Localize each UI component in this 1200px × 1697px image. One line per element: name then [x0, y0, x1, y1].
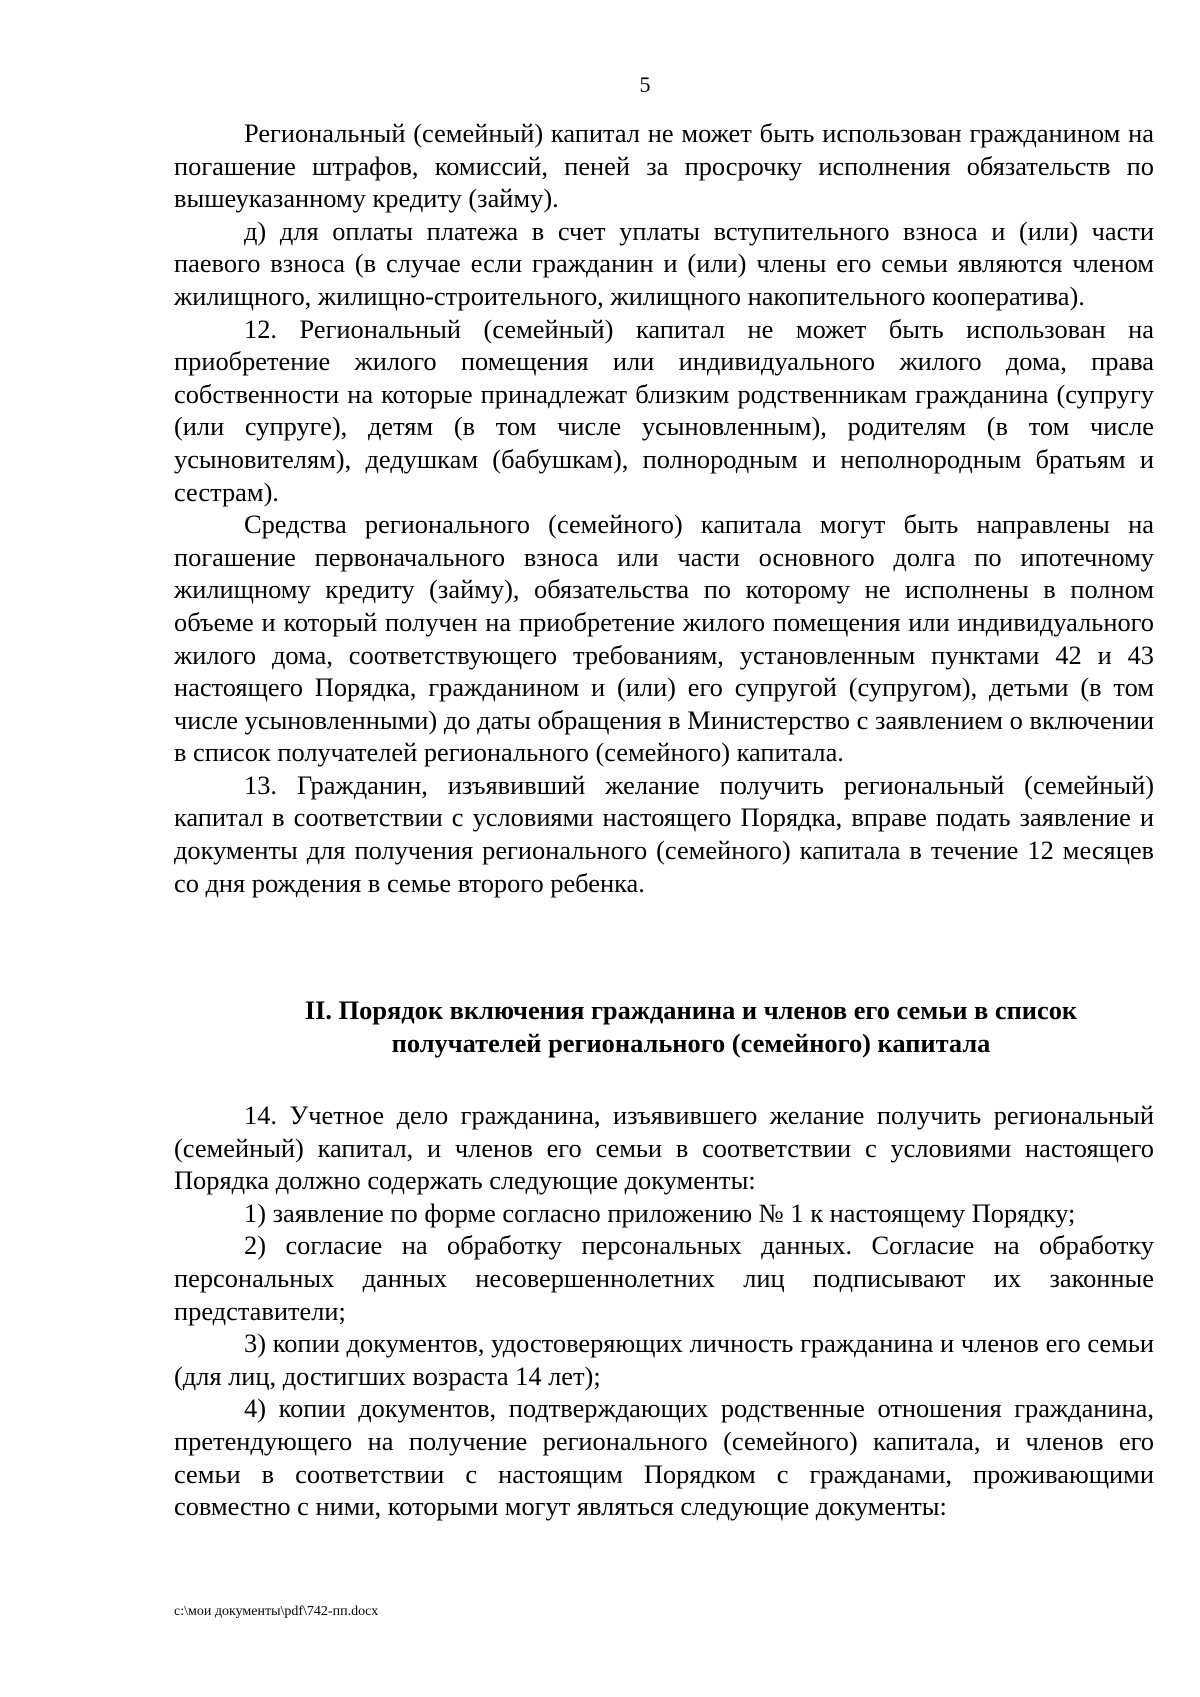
paragraph: 4) копии документов, подтверждающих родственные отношения гражданина, претендующего на получение регионального (семейного) капитала, и членов его семьи в соответствии с настоящим Порядком с гражданами, проживающими совместно с ними, которыми могут являться следующие документы:	[174, 1393, 1154, 1522]
paragraph: 3) копии документов, удостоверяющих личность гражданина и членов его семьи (для лиц, достигших возраста 14 лет);	[174, 1328, 1154, 1391]
paragraph: 1) заявление по форме согласно приложению № 1 к настоящему Порядку;	[244, 1197, 1076, 1228]
section-heading-line: II. Порядок включения гражданина и членов его семьи в список	[304, 995, 1078, 1025]
paragraph: 13. Гражданин, изъявивший желание получить региональный (семейный) капитал в соответствии с условиями настоящего Порядка, вправе подать заявление и документы для получения регионального (семейного) капитала в течение 12 месяцев со дня рождения в семье второго ребенка.	[174, 769, 1154, 898]
paragraph: Средства регионального (семейного) капитала могут быть направлены на погашение первоначального взноса или части основного долга по ипотечному жилищному кредиту (займу), обязательства по которому не исполнены в полном объеме и который получен на приобретение жилого помещения или индивидуального жилого дома, соответствующего требованиям, установленным пунктами 42 и 43 настоящего Порядка, гражданином и (или) его супругой (супругом), детьми (в том числе усыновленными) до даты обращения в Министерство с заявлением о включении в список получателей регионального (семейного) капитала.	[174, 509, 1154, 768]
body-text-bottom	[174, 1099, 1154, 1523]
paragraph: 12. Региональный (семейный) капитал не может быть использован на приобретение жилого помещения или индивидуального жилого дома, права собственности на которые принадлежат близким родственникам гражданина (супругу (или супруге), детям (в том числе усыновленным), родителям (в том числе усыновителям), дедушкам (бабушкам), полнородным и неполнородным братьям и сестрам).	[174, 313, 1154, 507]
section-heading-line: получателей регионального (семейного) капитала	[391, 1027, 991, 1058]
paragraph: Региональный (семейный) капитал не может быть использован гражданином на погашение штрафов, комиссий, пеней за просрочку исполнения обязательств по вышеуказанному кредиту (займу).	[174, 118, 1154, 214]
paragraph: 2) согласие на обработку персональных данных. Согласие на обработку персональных данных несовершеннолетних лиц подписывают их законные представители;	[174, 1230, 1154, 1326]
section-heading	[174, 994, 1154, 1059]
paragraph: 14. Учетное дело гражданина, изъявившего желание получить региональный (семейный) капитал, и членов его семьи в соответствии с условиями настоящего Порядка должно содержать следующие документы:	[174, 1100, 1154, 1196]
paragraph: д) для оплаты платежа в счет уплаты вступительного взноса и (или) части паевого взноса (в случае если гражданин и (или) члены его семьи являются членом жилищного, жилищно-строительного, жилищного накопительного кооператива).	[174, 215, 1154, 311]
footer-file-path: c:\мои документы\pdf\742-пп.docx	[174, 1604, 379, 1619]
page-number: 5	[639, 72, 651, 97]
body-text-top	[174, 117, 1154, 899]
